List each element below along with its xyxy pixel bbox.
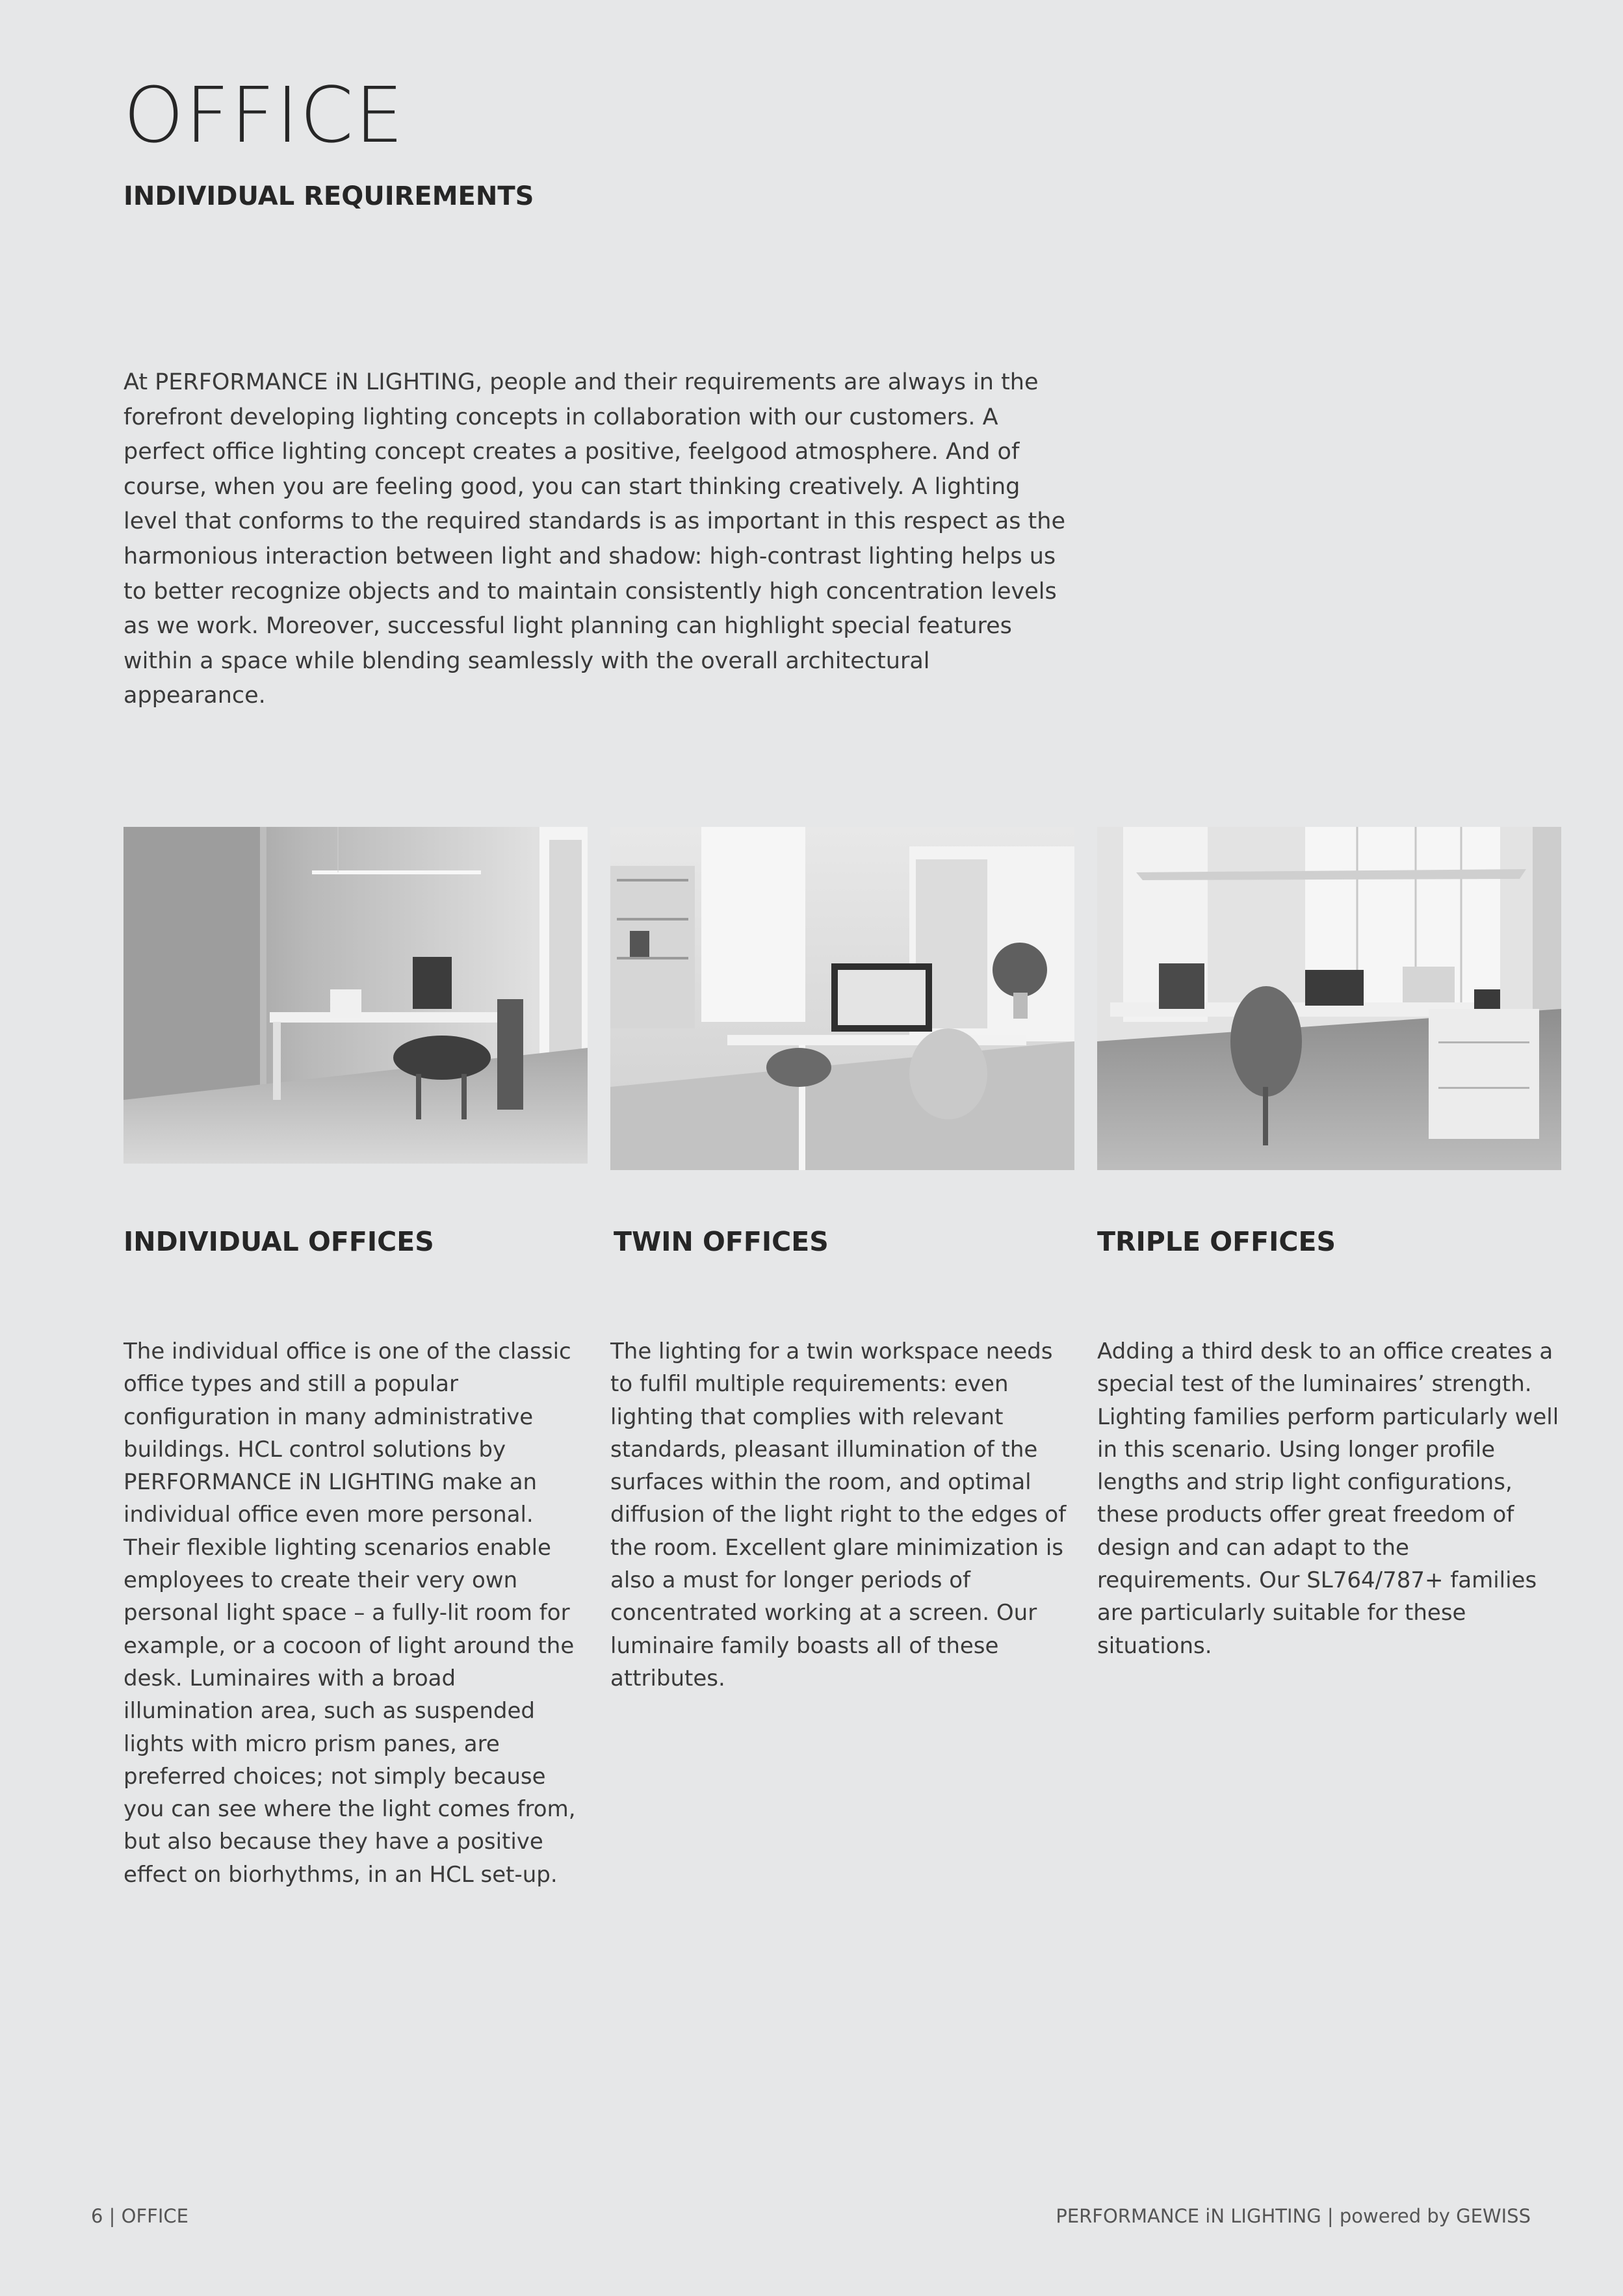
triple-office-photo [1097, 827, 1561, 1170]
twin-offices-text: The lighting for a twin workspace needs to fulfil multiple requirements: even lighting that complies with relevant standards, pleasant illumination of the surfaces within the room, and optimal diffusion of the light right to the edges of the room. Excellent glare minimization is also a must for longer periods of concentrated working at a screen. Our luminaire family boasts all of these attributes. [610, 1338, 1067, 1691]
individual-office-photo [123, 827, 588, 1164]
page-subtitle: INDIVIDUAL REQUIREMENTS [123, 181, 534, 211]
intro-paragraph: At PERFORMANCE iN LIGHTING, people and their requirements are always in the forefront developing lighting concepts in collaboration with our customers. A perfect office lighting concept creates a positive, feelgood atmosphere. And of course, when you are feeling good, you can start thinking creatively. A lighting level that conforms to the required standards is as important in this respect as the harmonious interaction between light and shadow: high-contrast lighting helps us to better recognize objects and to maintain consistently high concentration levels as we work. Moreover, successful light planning can highlight special features within a space while blending seamlessly with the overall architectural appearance. [123, 369, 1065, 709]
footer-page-label: 6 | OFFICE [91, 2205, 188, 2227]
twin-offices-heading: TWIN OFFICES [614, 1226, 829, 1257]
individual-offices-heading: INDIVIDUAL OFFICES [123, 1226, 434, 1257]
twin-office-photo [610, 827, 1074, 1170]
triple-offices-heading: TRIPLE OFFICES [1097, 1226, 1336, 1257]
page-title: OFFICE [123, 70, 405, 160]
individual-offices-text: The individual office is one of the classic office types and still a popular configuration in many administrative buildings. HCL control solutions by PERFORMANCE iN LIGHTING make an individual office even more personal. Their flexible lighting scenarios enable employees to create their very own personal light space – a fully-lit room for example, or a cocoon of light around the desk. Luminaires with a broad illumination area, such as suspended lights with micro prism panes, are preferred choices; not simply because you can see where the light comes from, but also because they have a positive effect on biorhythms, in an HCL set-up. [123, 1338, 576, 1888]
triple-offices-text: Adding a third desk to an office creates a special test of the luminaires’ strength. Lighting families perform particularly well in this scenario. Using longer profile lengths and strip light configurations, these products offer great freedom of design and can adapt to the requirements. Our SL764/787+ families are particularly suitable for these situations. [1097, 1338, 1559, 1659]
footer-brand: PERFORMANCE iN LIGHTING | powered by GEWISS [1056, 2205, 1531, 2227]
